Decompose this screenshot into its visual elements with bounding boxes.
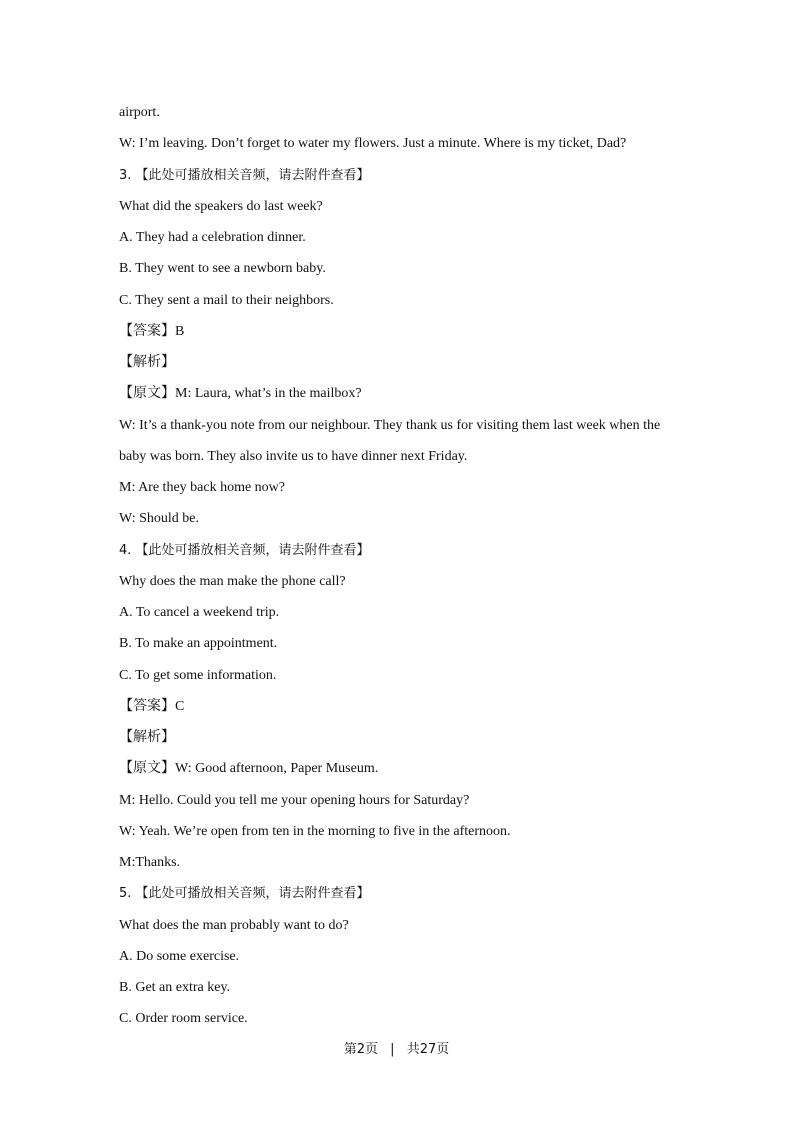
option-c: C. To get some information. bbox=[119, 667, 277, 683]
text-line: W: I’m leaving. Don’t forget to water my flowers. Just a minute. Where is my ticket, Dad? bbox=[119, 136, 627, 152]
current-page: 第2页 bbox=[343, 1042, 379, 1057]
total-pages: 共27页 bbox=[406, 1042, 450, 1057]
question-text: Why does the man make the phone call? bbox=[119, 573, 346, 589]
answer-line: 【答案】B bbox=[119, 323, 185, 339]
page-footer bbox=[0, 1038, 793, 1057]
question-heading: 3. 【此处可播放相关音频，请去附件查看】 bbox=[119, 167, 370, 183]
question-text: What did the speakers do last week? bbox=[119, 198, 323, 214]
transcript-line: 【原文】M: Laura, what’s in the mailbox? bbox=[119, 386, 362, 402]
option-b: B. To make an appointment. bbox=[119, 636, 278, 652]
question-heading: 5. 【此处可播放相关音频，请去附件查看】 bbox=[119, 886, 370, 902]
option-a: A. They had a celebration dinner. bbox=[119, 230, 306, 245]
question-text: What does the man probably want to do? bbox=[119, 917, 349, 933]
transcript-line: M:Thanks. bbox=[119, 855, 181, 870]
option-b: B. They went to see a newborn baby. bbox=[119, 261, 326, 277]
question-heading: 4. 【此处可播放相关音频，请去附件查看】 bbox=[119, 542, 370, 558]
option-c: C. Order room service. bbox=[119, 1011, 248, 1027]
option-c: C. They sent a mail to their neighbors. bbox=[119, 292, 334, 308]
transcript-line: W: Should be. bbox=[119, 511, 199, 527]
transcript-line: M: Are they back home now? bbox=[119, 480, 286, 495]
transcript-line: baby was born. They also invite us to have dinner next Friday. bbox=[119, 448, 468, 464]
transcript-line: 【原文】W: Good afternoon, Paper Museum. bbox=[119, 761, 379, 777]
answer-line: 【答案】C bbox=[119, 698, 185, 714]
option-a: A. To cancel a weekend trip. bbox=[119, 605, 280, 620]
analysis-label: 【解析】 bbox=[119, 355, 175, 370]
option-a: A. Do some exercise. bbox=[119, 948, 240, 964]
footer-separator: | bbox=[390, 1042, 395, 1057]
transcript-line: M: Hello. Could you tell me your opening hours for Saturday? bbox=[119, 792, 470, 808]
analysis-label: 【解析】 bbox=[119, 730, 175, 745]
text-line: airport. bbox=[119, 105, 160, 120]
document-body bbox=[119, 102, 679, 1040]
option-b: B. Get an extra key. bbox=[119, 980, 231, 995]
transcript-line: W: It’s a thank-you note from our neighbour. They thank us for visiting them last week when the bbox=[119, 417, 661, 433]
transcript-line: W: Yeah. We’re open from ten in the morning to five in the afternoon. bbox=[119, 823, 511, 839]
